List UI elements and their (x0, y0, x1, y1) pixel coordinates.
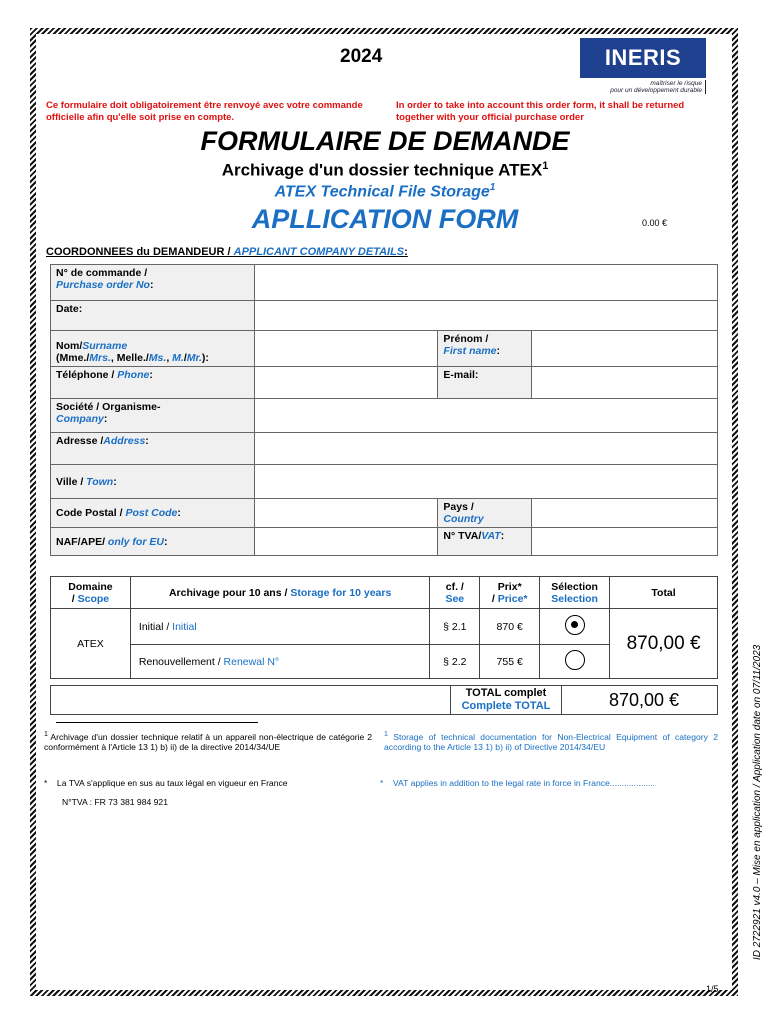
storage-header: Archivage pour 10 ans / Storage for 10 years (130, 577, 429, 609)
see-header: cf. / See (430, 577, 480, 609)
surname-label: Nom/Surname (Mme./Mrs., Melle./Ms., M./Mr.): (51, 331, 255, 367)
grand-total-value: 870,00 € (608, 690, 680, 710)
company-field[interactable] (254, 399, 717, 433)
footnote-1-english: $^1$ Storage of technical documentation for Non-Electrical Equipment of category 2 according to the Article 13 1) b) ii) of Directive 2014/34/EU (384, 731, 719, 753)
option-renewal-select[interactable] (540, 645, 610, 679)
option-initial-label: Initial / Initial (130, 609, 429, 645)
address-field[interactable] (254, 433, 717, 465)
notice-french: Ce formulaire doit obligatoirement être renvoyé avec votre commande officielle afin qu'elle soit prise en compte. (46, 100, 363, 123)
address-label: Adresse /Address: (51, 433, 255, 465)
scope-header: Domaine / Scope (51, 577, 131, 609)
footnote-vat-english: * VAT applies in addition to the legal rate in force in France................... (380, 778, 656, 788)
first-name-field[interactable] (532, 331, 718, 367)
ineris-logo: INERIS (580, 38, 706, 78)
row-total: 870,00 € (610, 609, 718, 679)
phone-field[interactable] (254, 367, 438, 399)
vat-number: N°TVA : FR 73 381 984 921 (62, 797, 168, 807)
option-initial-price: 870 € (480, 609, 540, 645)
option-renewal-label: Renouvellement / Renewal N° (130, 645, 429, 679)
subtitle-french: Archivage d'un dossier technique ATEX$^1$ (221, 160, 549, 180)
option-renewal-price: 755 € (480, 645, 540, 679)
tagline-line-1: maîtriser le risque (650, 80, 702, 87)
post-code-field[interactable] (254, 499, 438, 528)
page-number: 1/5 (706, 984, 719, 994)
footnote-1-french: $^1$ Archivage d'un dossier technique relatif à un appareil non-électrique de catégorie 2 conformément à l'Article 13 1) b) ii) de la directive 2014/34/UE (44, 731, 372, 753)
naf-label: NAF/APE/ only for EU: (51, 528, 255, 556)
applicant-section-heading: COORDONNEES du DEMANDEUR / APPLICANT COMPANY DETAILS: (46, 246, 408, 258)
document-id-side-text: ID 2722921 v4.0 – Mise en application / Application date on 07/11/2023 (752, 644, 763, 960)
tagline-line-2: pour un développement durable (610, 87, 702, 94)
country-field[interactable] (532, 499, 718, 528)
footnote-ref: 1 (489, 182, 496, 193)
footnote-ref: 1 (542, 160, 549, 172)
selection-header: Sélection Selection (540, 577, 610, 609)
scope-atex: ATEX (51, 609, 131, 679)
town-label: Ville / Town: (51, 465, 255, 499)
price-header: Prix* / Price* (480, 577, 540, 609)
phone-label: Téléphone / Phone: (51, 367, 255, 399)
subtitle-english: ATEX Technical File Storage$^1$ (274, 182, 496, 201)
radio-unselected-icon[interactable] (565, 650, 585, 670)
first-name-label: Prénom / First name: (438, 331, 532, 367)
email-field[interactable] (532, 367, 718, 399)
radio-selected-icon[interactable] (565, 615, 585, 635)
logo-tagline (580, 80, 706, 94)
price-display: 0.00 € (642, 218, 668, 228)
title-french: FORMULAIRE DE DEMANDE (200, 126, 570, 156)
footnote-vat-french: * La TVA s'applique en sus au taux légal en vigueur en France (44, 778, 288, 788)
applicant-details-table (50, 264, 718, 556)
footnote-rule (56, 722, 258, 723)
surname-field[interactable] (254, 331, 438, 367)
date-label: Date: (51, 301, 255, 331)
order-number-field[interactable] (254, 265, 717, 301)
vat-label: N° TVA/VAT: (438, 528, 532, 556)
option-renewal-ref: § 2.2 (430, 645, 480, 679)
vat-field[interactable] (532, 528, 718, 556)
naf-field[interactable] (254, 528, 438, 556)
pricing-table (50, 576, 718, 679)
title-english: APLLICATION FORM (251, 204, 519, 234)
company-label: Société / Organisme- Company: (51, 399, 255, 433)
total-header: Total (610, 577, 718, 609)
option-initial-ref: § 2.1 (430, 609, 480, 645)
complete-total-label: TOTAL complet Complete TOTAL (450, 686, 562, 714)
form-year: 2024 (340, 46, 383, 67)
date-field[interactable] (254, 301, 717, 331)
order-number-label: N° de commande / Purchase order No: (51, 265, 255, 301)
post-code-label: Code Postal / Post Code: (51, 499, 255, 528)
option-initial-select[interactable] (540, 609, 610, 645)
email-label: E-mail: (438, 367, 532, 399)
notice-english: In order to take into account this order form, it shall be returned together with your official purchase order (396, 100, 685, 123)
country-label: Pays / Country (438, 499, 532, 528)
town-field[interactable] (254, 465, 717, 499)
